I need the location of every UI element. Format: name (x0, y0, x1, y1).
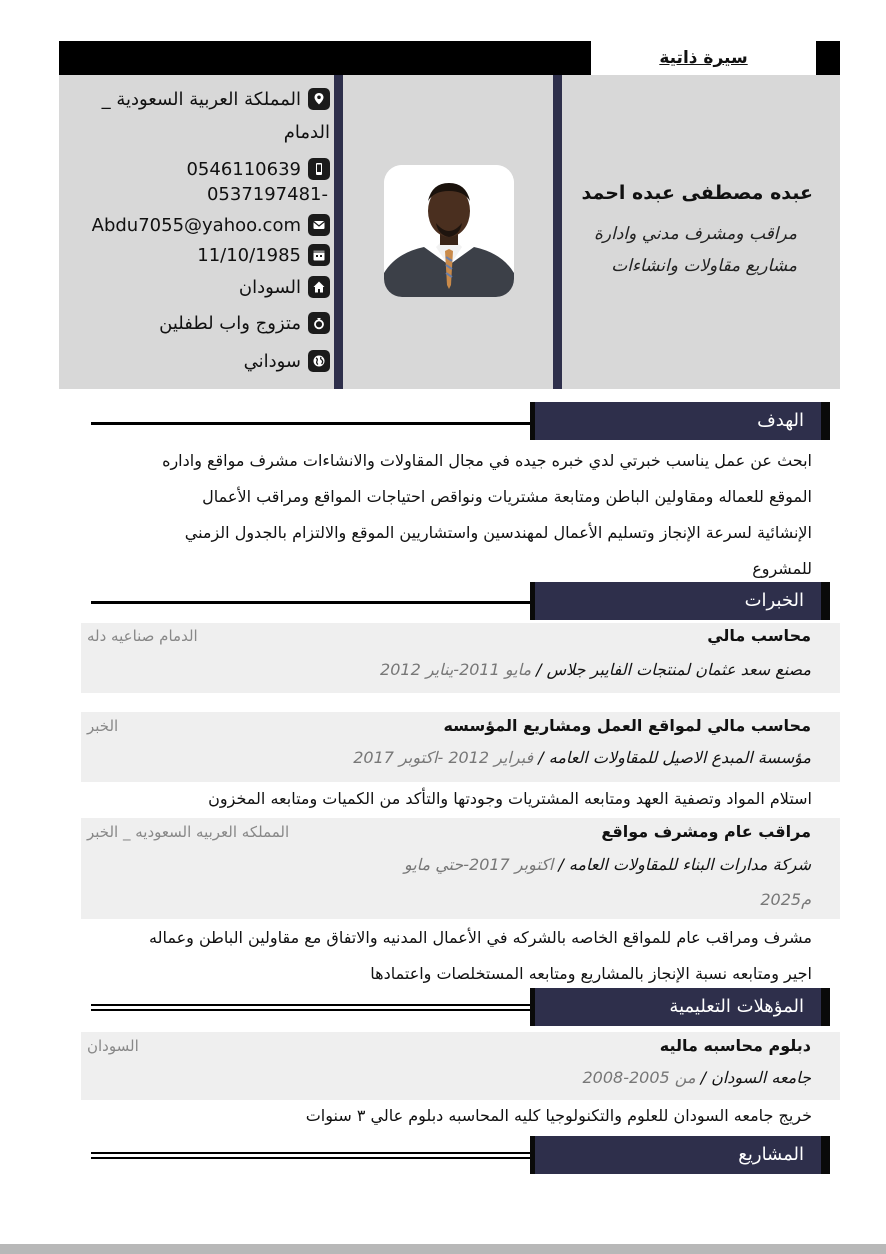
section-title-bar (530, 988, 830, 1026)
job-company-dates: مؤسسة المبدع الاصيل للمقاولات العامه / فبراير 2012 -اكتوبر 2017 (353, 748, 811, 767)
birthdate: 11/10/1985 (197, 244, 301, 266)
person-role (565, 218, 797, 282)
education-dates: من 2005-2008 (582, 1068, 696, 1087)
header-divider (553, 75, 562, 389)
objective-line: للمشروع (752, 559, 812, 578)
job-company-dates: مصنع سعد عثمان لمنتجات الفايبر جلاس / مايو 2011-يناير 2012 (380, 660, 811, 679)
education-description: خريج جامعه السودان للعلوم والتكنولوجيا كليه المحاسبه دبلوم عالي ٣ سنوات (305, 1106, 812, 1125)
birthplace: السودان (238, 276, 301, 298)
description-line: اجير ومتابعه نسبة الإنجاز بالمشاريع ومتابعه المستخلصات واعتمادها (370, 964, 812, 983)
marital-status: متزوج واب لطفلين (159, 312, 301, 334)
address-line: المملكة العربية السعودية _ (101, 88, 301, 110)
phone-icon (308, 158, 330, 180)
contact-marital-status (159, 312, 330, 334)
job-location: الخبر (87, 717, 119, 735)
person-name: عبده مصطفى عبده احمد (581, 182, 813, 204)
section-rule (91, 422, 536, 425)
document-title: سيرة ذاتية (659, 48, 748, 68)
nationality: سوداني (243, 350, 301, 372)
section-rule (91, 1152, 536, 1159)
job-company-dates: شركة مدارات البناء للمقاولات العامه / اكتوبر 2017-حتي مايو (403, 855, 811, 874)
location-icon (308, 88, 330, 110)
contact-phone (186, 158, 330, 180)
section-title: المشاريع (738, 1144, 804, 1165)
section-experience-header (0, 582, 886, 620)
section-education-header (0, 988, 886, 1026)
email-icon (308, 214, 330, 236)
job-company: مصنع سعد عثمان لمنتجات الفايبر جلاس (546, 660, 811, 679)
section-rule (91, 601, 536, 604)
address-line: الدمام (283, 122, 330, 143)
phone-number: 0546110639 (186, 158, 301, 180)
home-icon (308, 276, 330, 298)
ring-icon (308, 312, 330, 334)
job-dates-cont: 2025م (760, 890, 811, 909)
header-divider (334, 75, 343, 389)
job-location: الدمام صناعيه دله (87, 627, 198, 645)
calendar-icon (308, 244, 330, 266)
section-objective-header (0, 402, 886, 440)
section-title: المؤهلات التعليمية (669, 996, 804, 1017)
section-title: الخبرات (744, 590, 804, 611)
document-title-box (591, 41, 816, 75)
section-title-bar (530, 1136, 830, 1174)
profile-photo (384, 165, 514, 297)
job-dates: فبراير 2012 -اكتوبر 2017 (353, 748, 534, 767)
phone-number: 0537197481- (206, 184, 328, 205)
objective-line: ابحث عن عمل يناسب خبرتي لدي خبره جيده في مجال المقاولات والانشاءات مشرف مواقع واداره (162, 451, 812, 470)
role-line: مشاريع مقاولات وانشاءات (611, 256, 797, 276)
section-title-bar (530, 402, 830, 440)
job-company: شركة مدارات البناء للمقاولات العامه (568, 855, 811, 874)
contact-address (102, 88, 330, 110)
contact-nationality (244, 350, 330, 372)
job-company: مؤسسة المبدع الاصيل للمقاولات العامه (548, 748, 811, 767)
description-line: مشرف ومراقب عام للمواقع الخاصه بالشركه في الأعمال المدنيه والاتفاق مع مقاولين الباطن وعماله (149, 928, 812, 947)
objective-line: الإنشائية لسرعة الإنجاز وتسليم الأعمال لمهندسين واستشاريين الموقع والالتزام بالجدول الزمني (184, 523, 812, 542)
section-projects-header (0, 1136, 886, 1174)
objective-line: الموقع للعماله ومقاولين الباطن ومتابعة مشتريات ونواقص احتياجات المواقع ومراقب الأعمال (202, 487, 812, 506)
school-dates: جامعه السودان / من 2005-2008 (582, 1068, 811, 1087)
education-location: السودان (87, 1037, 139, 1055)
job-description (96, 920, 812, 992)
job-dates: مايو 2011-يناير 2012 (380, 660, 532, 679)
globe-icon (308, 350, 330, 372)
job-description: استلام المواد وتصفية العهد ومتابعه المشتريات وجودتها والتأكد من الكميات ومتابعه المخزون (208, 789, 812, 808)
section-rule (91, 1004, 536, 1011)
contact-birthdate (197, 244, 330, 266)
contact-email (92, 214, 330, 236)
job-title: مراقب عام ومشرف مواقع (601, 822, 811, 841)
job-title: محاسب مالي لمواقع العمل ومشاريع المؤسسه (443, 716, 811, 735)
school-name: جامعه السودان (711, 1068, 811, 1087)
email-address: Abdu7055@yahoo.com (91, 214, 301, 236)
contact-birthplace (239, 276, 330, 298)
role-line: مراقب ومشرف مدني وادارة (594, 224, 797, 244)
section-title: الهدف (757, 410, 804, 431)
job-location: المملكه العربيه السعوديه _ الخبر (87, 823, 290, 841)
degree-title: دبلوم محاسبه ماليه (659, 1036, 811, 1055)
job-title: محاسب مالي (707, 626, 811, 645)
job-dates: اكتوبر 2017-حتي مايو (403, 855, 554, 874)
objective-text (96, 443, 812, 587)
page-footer-strip (0, 1244, 886, 1254)
section-title-bar (530, 582, 830, 620)
